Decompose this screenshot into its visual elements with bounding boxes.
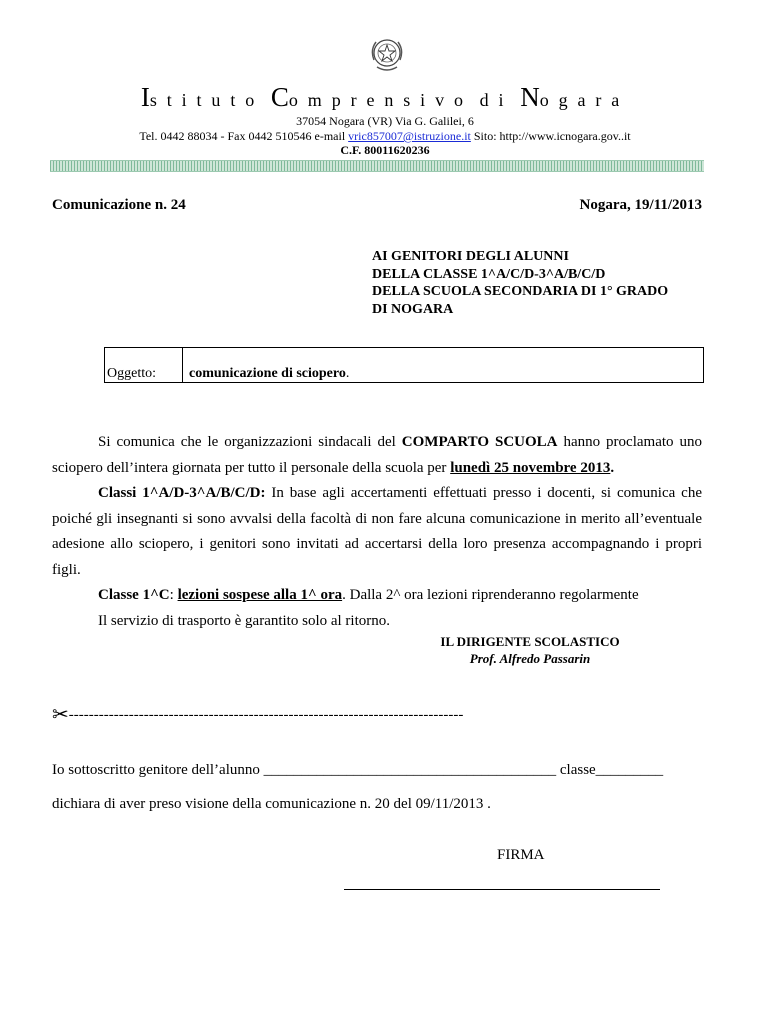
signer-name: Prof. Alfredo Passarin [469,651,591,666]
institute-address: 37054 Nogara (VR) Via G. Galilei, 6 [296,114,474,128]
cut-line [52,702,672,727]
title-word-2: Comprensivo [270,82,473,112]
title-word-3: di [479,90,514,110]
communication-number: Comunicazione n. 24 [52,197,186,213]
subject-value: comunicazione di sciopero. [189,366,350,381]
subject-box [104,347,704,383]
tearoff-line-declaration: dichiara di aver preso visione della comunicazione n. 20 del 09/11/2013 . [52,796,491,812]
firma-label: FIRMA [497,847,545,863]
institute-title [0,82,770,113]
tearoff-line-student: Io sottoscritto genitore dell’alunno _______________________________________ classe_________ [52,762,664,778]
letter-body [52,430,702,634]
website-text: Sito: http://www.icnogara.gov..it [470,129,631,143]
fiscal-code: C.F. 80011620236 [340,143,430,157]
paragraph-classes: Classi 1^A/D-3^A/B/C/D: In base agli accertamenti effettuati presso i docenti, si comunica che poiché gli insegnanti si sono avvalsi della facoltà di non fare alcuna comunicazione in merito all’eventuale adesione allo sciopero, i genitori sono invitati ad accertarsi della loro presenza accompagnando i propri figli. [52,485,702,578]
signature-line [344,889,660,890]
subject-label: Oggetto: [105,348,183,382]
addressee-line: DELLA CLASSE 1^A/C/D-3^A/B/C/D [372,266,606,282]
paragraph-strike: Si comunica che le organizzazioni sindacali del COMPARTO SCUOLA hanno proclamato uno sciopero dell’intera giornata per tutto il personale della scuola per lunedì 25 novembre 2013. [52,434,702,476]
signer-role: IL DIRIGENTE SCOLASTICO [440,634,620,649]
header-divider [50,160,704,172]
paragraph-class-1c: Classe 1^C: lezioni sospese alla 1^ ora. Dalla 2^ ora lezioni riprenderanno regolarmente [98,587,639,603]
addressee-line: DELLA SCUOLA SECONDARIA DI 1° GRADO [372,284,669,299]
email-link[interactable]: vric857007@istruzione.it [348,129,471,143]
paragraph-transport: Il servizio di trasporto è garantito solo al ritorno. [98,612,391,629]
place-date: Nogara, 19/11/2013 [579,197,702,213]
addressee-line: DI NOGARA [372,301,454,317]
institute-contacts [0,129,770,144]
scissors-icon: ✂ [52,704,69,726]
contacts-prefix: Tel. 0442 88034 - Fax 0442 510546 e-mail [139,129,349,143]
cut-dashes: ------------------------------------------------------------------------------- [68,707,464,723]
title-word-4: Nogara [520,82,630,112]
republic-emblem-icon [368,34,406,74]
addressee-line: AI GENITORI DEGLI ALUNNI [372,249,569,264]
title-word-1: Istituto [140,82,265,112]
addressee-block [372,248,668,318]
